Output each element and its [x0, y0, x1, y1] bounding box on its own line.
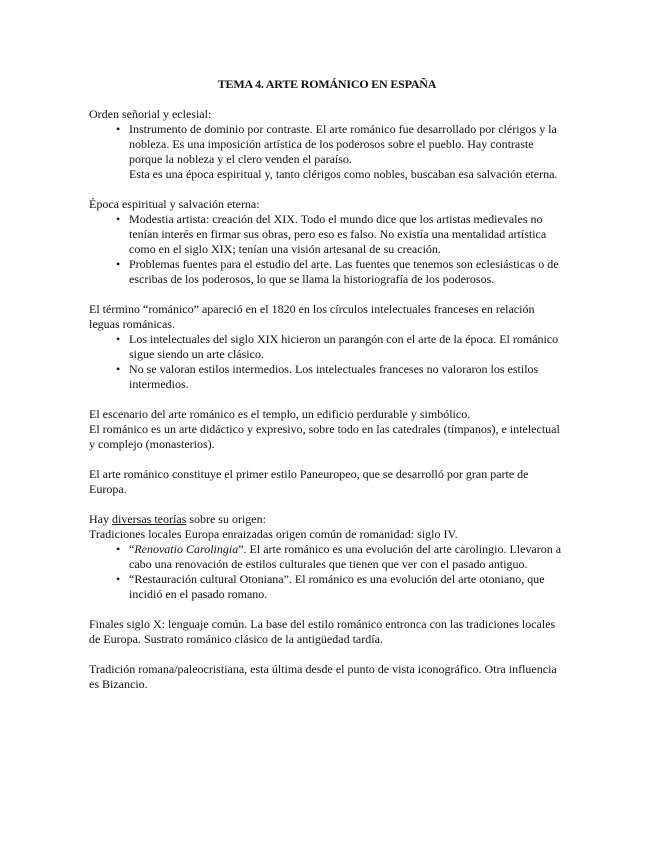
- paragraph: El arte románico constituye el primer estilo Paneuropeo, que se desarrolló por gran parte de Europa.: [89, 467, 529, 496]
- list-item: [89, 122, 565, 182]
- paragraph: Finales siglo X: lenguaje común. La base del estilo románico entronca con las tradiciones locales de Europa. Sustrato románico clásico de la antigüedad tardía.: [89, 617, 556, 646]
- section-escenario: [89, 407, 565, 452]
- paragraph: El románico es un arte didáctico y expresivo, sobre todo en las catedrales (tímpanos), e intelectual y complejo (monasterios).: [89, 422, 560, 451]
- page-title: TEMA 4. ARTE ROMÁNICO EN ESPAÑA: [217, 77, 437, 91]
- bullet-list: [89, 542, 565, 602]
- section-heading: [89, 512, 565, 527]
- bullet-list: [89, 212, 565, 287]
- paragraph: Tradición romana/paleocristiana, esta última desde el punto de vista iconográfico. Otra influencia es Bizancio.: [89, 662, 557, 691]
- list-item-continuation: Esta es una época espiritual y, tanto clérigos como nobles, buscaban esa salvación eterna.: [129, 167, 558, 181]
- section-heading: Orden señorial y eclesial:: [89, 107, 212, 121]
- list-item: • No se valoran estilos intermedios. Los intelectuales franceses no valoraron los estilos intermedios.: [89, 362, 565, 392]
- section-tradicion-romana: [89, 662, 565, 692]
- underlined-text: diversas teorías: [112, 512, 187, 526]
- heading-text: Hay: [89, 512, 112, 526]
- section-epoca-espiritual: [89, 197, 565, 287]
- list-item: • Problemas fuentes para el estudio del arte. Las fuentes que tenemos son eclesiásticas o de escribas de los poderosos, lo que se llama la historiografía de los poderosos.: [89, 257, 565, 287]
- italic-term: Renovatio Carolingia: [134, 542, 239, 556]
- bullet-list: [89, 332, 565, 392]
- section-heading: Época espiritual y salvación eterna:: [89, 197, 260, 211]
- list-item-text: Instrumento de dominio por contraste. El arte románico fue desarrollado por clérigos y la nobleza. Es una imposición artística de los poderosos sobre el pueblo. Hay contraste porque la nobleza y el clero venden el paraíso.: [129, 122, 557, 166]
- paragraph: Tradiciones locales Europa enraizadas origen común de romanidad: siglo IV.: [89, 527, 458, 541]
- list-item: [89, 542, 565, 572]
- bullet-list: [89, 122, 565, 182]
- paragraph: El escenario del arte románico es el templo, un edificio perdurable y simbólico.: [89, 407, 471, 421]
- section-teorias-origen: [89, 512, 565, 602]
- section-termino-romanico: [89, 302, 565, 392]
- section-finales-siglo-x: [89, 617, 565, 647]
- section-paneuropeo: [89, 467, 565, 497]
- heading-text: sobre su origen:: [186, 512, 266, 526]
- quote-mark: “: [129, 542, 135, 556]
- list-item: • “Restauración cultural Otoniana”. El románico es una evolución del arte otoniano, que incidió en el pasado romano.: [89, 572, 565, 602]
- list-item: • Modestia artista: creación del XIX. Todo el mundo dice que los artistas medievales no tenían interés en firmar sus obras, pero eso es falso. No existía una mentalidad artística como en el siglo XIX; tenían una visión artesanal de su creación.: [89, 212, 565, 257]
- section-orden-senorial: [89, 107, 565, 182]
- section-heading: El término “románico” apareció en el 1820 en los círculos intelectuales franceses en relación leguas románicas.: [89, 302, 535, 331]
- list-item-text: ”. El arte románico es una evolución del arte carolingio. Llevaron a cabo una renovación de estilos culturales que tienen que ver con el pasado antiguo.: [129, 542, 562, 571]
- list-item: • Los intelectuales del siglo XIX hicieron un parangón con el arte de la época. El románico sigue siendo un arte clásico.: [89, 332, 565, 362]
